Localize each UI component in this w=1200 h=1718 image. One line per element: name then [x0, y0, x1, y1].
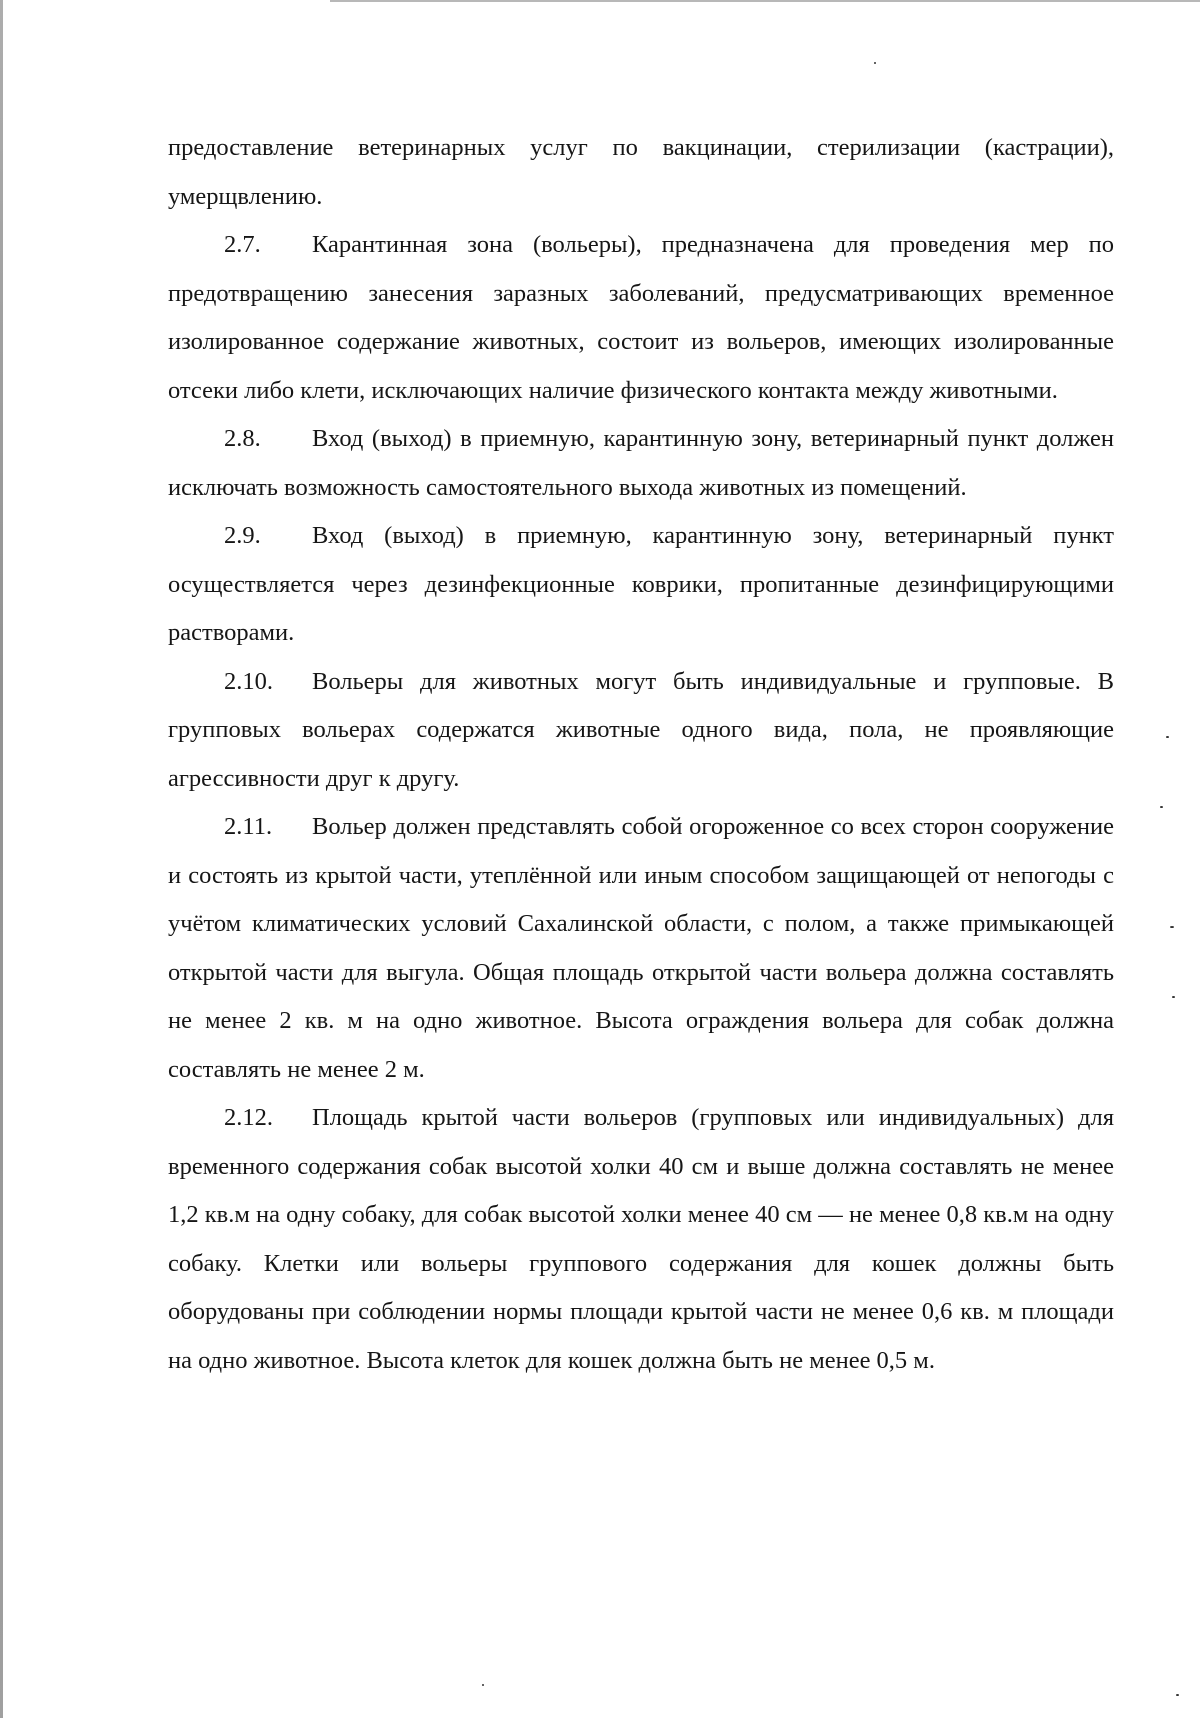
paragraph-text: Вход (выход) в приемную, карантинную зону, ветеринарный пункт осуществляется через дезинфекционные коврики, пропитанные дезинфицирующими растворами. — [168, 522, 1114, 646]
scan-edge-top — [330, 0, 1200, 2]
scan-speck — [874, 62, 876, 64]
document-body — [168, 124, 1114, 1385]
paragraph-text: Вольер должен представлять собой огороженное со всех сторон сооружение и состоять из крытой части, утеплённой или иным способом защищающей от непогоды с учётом климатических условий Сахалинской области, с полом, а также примыкающей открытой части для выгула. Общая площадь открытой части вольера должна составлять не менее 2 кв. м на одно животное. Высота ограждения вольера для собак должна составлять не менее 2 м. — [168, 813, 1114, 1083]
paragraph-2-7 — [168, 221, 1114, 415]
paragraph-number: 2.9. — [224, 522, 261, 549]
paragraph-2-10 — [168, 658, 1114, 804]
scan-speck — [482, 1684, 484, 1686]
paragraph-text: Вольеры для животных могут быть индивидуальные и групповые. В групповых вольерах содержатся животные одного вида, пола, не проявляющие агрессивности друг к другу. — [168, 667, 1114, 792]
paragraph-continuation — [168, 124, 1114, 221]
paragraph-text: Карантинная зона (вольеры), предназначена для проведения мер по предотвращению занесения заразных заболеваний, предусматривающих временное изолированное содержание животных, состоит из вольеров, имеющих изолированные отсеки либо клети, исключающих наличие физического контакта между животными. — [168, 231, 1114, 404]
paragraph-number: 2.8. — [224, 425, 261, 452]
paragraph-text: Площадь крытой части вольеров (групповых или индивидуальных) для временного содержания собак высотой холки 40 см и выше должна составлять не менее 1,2 кв.м на одну собаку, для собак высотой холки менее 40 см — не менее 0,8 кв.м на одну собаку. Клетки или вольеры группового содержания для кошек должны быть оборудованы при соблюдении нормы площади крытой части не менее 0,6 кв. м площади на одно животное. Высота клеток для кошек должна быть не менее 0,5 м. — [168, 1104, 1114, 1374]
paragraph-text: Вход (выход) в приемную, карантинную зону, ветеринарный пункт должен исключать возможность самостоятельного выхода животных из помещений. — [168, 425, 1114, 501]
scan-speck — [1176, 1694, 1179, 1696]
paragraph-2-8 — [168, 415, 1114, 512]
paragraph-2-12 — [168, 1094, 1114, 1385]
scan-speck — [1170, 926, 1174, 928]
scan-speck — [1166, 736, 1169, 738]
paragraph-number: 2.12. — [224, 1104, 273, 1131]
paragraph-number: 2.10. — [224, 667, 273, 695]
scan-speck — [1172, 996, 1175, 998]
paragraph-number: 2.11. — [224, 813, 273, 840]
paragraph-2-9 — [168, 512, 1114, 658]
paragraph-number: 2.7. — [224, 231, 261, 258]
paragraph-2-11 — [168, 803, 1114, 1094]
scan-edge-left — [0, 0, 3, 1718]
scan-speck — [1160, 806, 1163, 808]
paragraph-text: предоставление ветеринарных услуг по вакцинации, стерилизации (кастрации), умерщвлению. — [168, 134, 1114, 210]
